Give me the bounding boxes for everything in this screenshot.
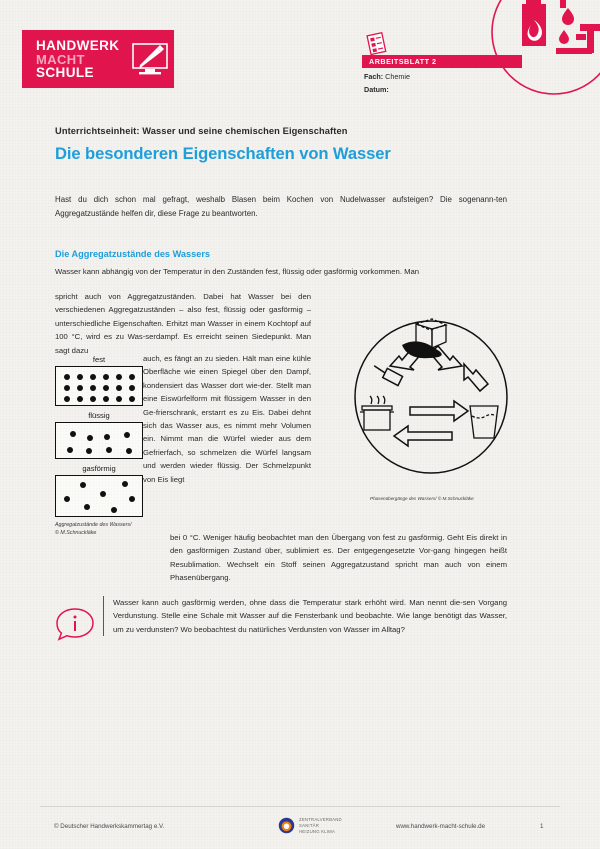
footer-page-number: 1: [540, 823, 544, 830]
section-paragraph-full: Wasser kann abhängig von der Temperatur in den Zuständen fest, flüssig oder gasförmig vorkommen. Man: [55, 267, 420, 276]
page-title: Die besonderen Eigenschaften von Wasser: [55, 144, 391, 163]
info-box: [55, 596, 507, 649]
state-label-liquid: flüssig: [88, 411, 110, 420]
datum-label: Datum:: [364, 85, 389, 94]
fach-label: Fach:: [364, 72, 384, 81]
brand-logo-line3: SCHULE: [36, 64, 94, 80]
datum-line: [364, 85, 389, 94]
zvshk-logo-line3: HEIZUNG KLIMA: [299, 828, 336, 834]
states-of-matter-figure: [55, 355, 143, 537]
section-paragraph-bottom: bei 0 °C. Weniger häufig beobachtet man den Übergang von fest zu gasförmig. Geht Eis direkt in den gasförmigen Zustand über, sublimiert es. Der entgegengesetzte Vor-gang hingegen heißt Resublimation. Wechselt ein Stoff seinen Aggregatzustand spricht man auch von einem Phasenübergang.: [170, 533, 507, 583]
intro-paragraph: Hast du dich schon mal gefragt, weshalb Blasen beim Kochen von Nudelwasser aufsteigen? Die sogenann-ten Aggregatzustände helfen dir, diese Frage zu beantworten.: [55, 195, 507, 218]
pencil-monitor-icon: [127, 39, 173, 79]
section-paragraph-middle: auch, es fängt an zu sieden. Hält man eine kühle Oberfläche wie einen Spiegel über den Dampf, kondensiert das Wasser dort wie-der. Stellt man eine Eiswürfelform mit flüssigem Wasser in den Ge-frierschrank, erstarrt es zu Eis. Dabei dehnt sich das Wasser aus, es nimmt mehr Volumen ein. Nimmt man die Würfel wieder aus dem Gefrierfach, so schmelzen die Würfel langsam und werden wieder flüssig. Der Schmelzpunkt von Eis liegt: [143, 354, 311, 484]
zvshk-ring-icon: [278, 817, 295, 834]
worksheet-paper-icon: [366, 32, 388, 56]
zvshk-logo: [278, 817, 342, 834]
water-glass-icon: [470, 406, 498, 438]
state-label-solid: fest: [92, 355, 106, 364]
state-box-gas: [55, 475, 143, 517]
state-box-liquid: [55, 422, 143, 459]
section-heading: Die Aggregatzustände des Wassers: [55, 249, 211, 259]
phase-figure-caption: Phasenübergänge des Wassers/ © M.Schnuckläke: [370, 496, 474, 501]
brand-logo-wordmark: [36, 39, 119, 79]
zvshk-logo-text: [299, 817, 342, 834]
phase-transition-figure: [352, 318, 510, 476]
zvshk-logo-line1: ZENTRALVERBAND: [299, 817, 342, 822]
cooking-pot-steam-icon: [360, 396, 394, 430]
states-figure-caption-line2: © M.Schnuckläke: [55, 529, 97, 536]
state-box-solid: [55, 366, 143, 406]
fach-line: [364, 72, 410, 81]
lesson-unit-subtitle: Unterrichtseinheit: Wasser und seine chemischen Eigenschaften: [55, 126, 348, 136]
brand-logo: [22, 30, 174, 88]
states-figure-caption: [55, 522, 143, 537]
fach-value: Chemie: [385, 72, 410, 81]
page-header: [0, 0, 600, 110]
info-speech-bubble-icon: [55, 596, 103, 649]
info-box-text: Wasser kann auch gasförmig werden, ohne dass die Temperatur stark erhöht wird. Man nennt die-sen Vorgang Verdunstung. Stelle eine Schale mit Wasser auf die Fensterbank und beobachte. Wie lange benötigt das Wasser, um zu verdunsten? Wo beobachtest du natürliches Verdunsten von Wasser im Alltag?: [103, 596, 507, 636]
tap-flame-droplet-circle-icon: [484, 0, 600, 102]
brand-logo-line2: MACHT: [36, 51, 85, 67]
brand-logo-line1: HANDWERK: [36, 38, 120, 53]
worksheet-tag: ARBEITSBLATT 2: [362, 55, 522, 68]
page-footer: [40, 816, 560, 842]
zvshk-logo-line2: SANITÄR: [299, 822, 320, 828]
footer-copyright: © Deutscher Handwerkskammertag e.V.: [54, 823, 165, 830]
footer-divider: [40, 806, 560, 807]
state-label-gas: gasförmig: [82, 464, 116, 473]
footer-url[interactable]: www.handwerk-macht-schule.de: [396, 823, 486, 830]
section-paragraph-left: spricht auch von Aggregatzuständen. Dabei hat Wasser bei den verschiedenen Aggregatzuständen – also fest, flüssig oder gasförmig – unterschiedliche Eigenschaften. Erhitzt man Wasser in einem Kochtopf auf 100 °C, wird es zu Was-serdampf. Es erreicht seinen Siedepunkt. Man sagt dazu: [55, 292, 311, 355]
states-figure-caption-line1: Aggregatzustände des Wassers/: [55, 522, 132, 528]
